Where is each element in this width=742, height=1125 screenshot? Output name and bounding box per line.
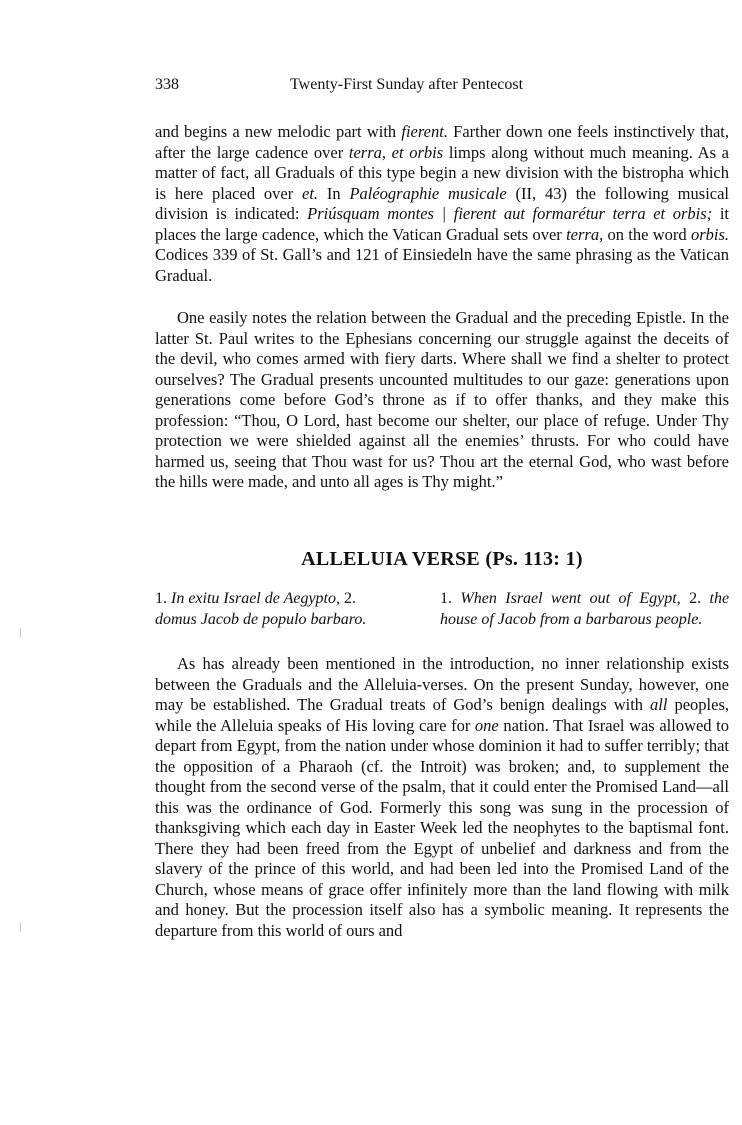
section-heading: ALLELUIA VERSE (Ps. 113: 1) [301, 548, 583, 570]
paragraph-gradual-epistle: One easily notes the relation between the Gradual and the preceding Epistle. In the latter St. Paul writes to the Ephesians concerning our struggle against the deceits of the devil, who comes armed with fiery darts. Where shall we find a shelter to protect ourselves? The Gradual presents uncounted multitudes to our gaze: generations upon generations come before God’s throne as if to offer thanks, and they make this profession: “Thou, O Lord, hast become our shelter, our place of refuge. Under Thy protection we were shielded against all the enemies’ thrusts. For who could have harmed us, seeing that Thou wast for us? Thou art the eternal God, who wast before the hills were made, and unto all ages is Thy might.” [155, 308, 729, 491]
running-title: Twenty-First Sunday after Pentecost [290, 76, 524, 93]
verse-english: 1. When Israel went out of Egypt, 2. the house of Jacob from a barbarous people. [440, 590, 730, 628]
verse-latin: 1. In exitu Israel de Aegypto, 2. domus Jacob de populo barbaro. [155, 590, 367, 628]
paragraph-gradual-phrasing: and begins a new melodic part with fierent. Farther down one feels instinctively that, after the large cadence over terra, et orbis limps along without much meaning. As a matter of fact, all Graduals of this type begin a new division with the bistropha which is here placed over et. In Paléographie musicale (II, 43) the following musical division is indicated: Priúsquam montes | fierent aut formarétur terra et orbis; it places the large cadence, which the Vatican Gradual sets over terra, on the word orbis. Codices 339 of St. Gall’s and 121 of Einsiedeln have the same phrasing as the Vatican Gradual. [155, 122, 730, 285]
margin-mark [20, 628, 21, 638]
page-header [155, 76, 729, 98]
page-number: 338 [155, 76, 179, 93]
paragraph-alleluia-commentary: As has already been mentioned in the introduction, no inner relationship exists between the Graduals and the Alleluia-verses. On the present Sunday, however, one may be established. The Gradual treats of God’s benign dealings with all peoples, while the Alleluia speaks of His loving care for one nation. That Israel was allowed to depart from Egypt, from the nation under whose dominion it had to suffer terribly; that the opposition of a Pharaoh (cf. the Introit) was broken; and, to supplement the thought from the second verse of the psalm, that it could enter the Promised Land—all this was the ordinance of God. Formerly this song was sung in the procession of thanksgiving which each day in Easter Week led the neophytes to the baptismal font. There they had been freed from the Egypt of unbelief and darkness and from the slavery of the prince of this world, and had been led into the Promised Land of the Church, whose means of grace offer infinitely more than the land flowing with milk and honey. But the procession itself also has a symbolic meaning. It represents the departure from this world of ours and [155, 654, 729, 940]
margin-mark [20, 922, 21, 932]
